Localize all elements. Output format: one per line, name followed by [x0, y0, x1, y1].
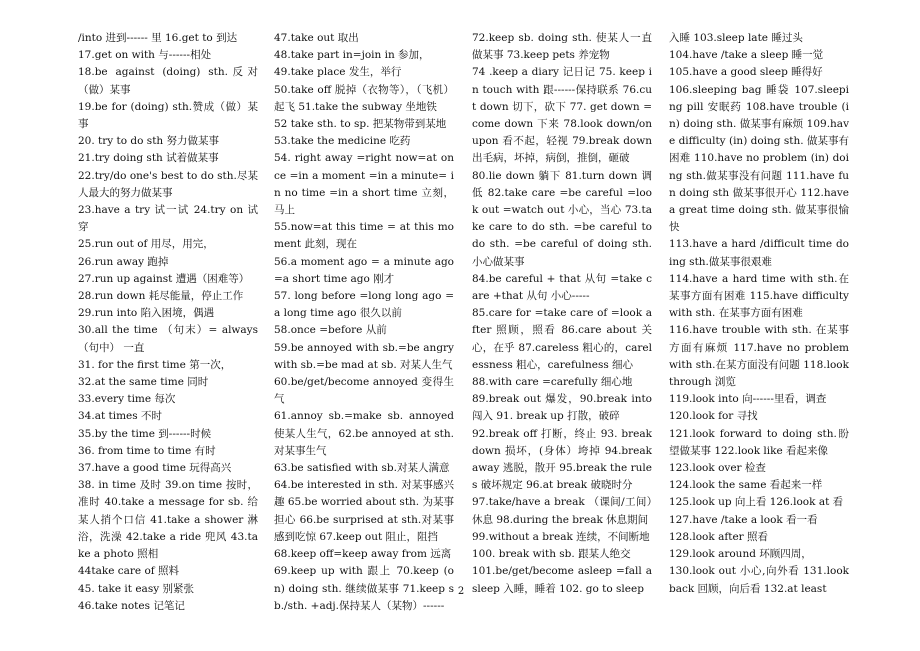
phrase-entry: 99.without a break 连续，不间断地	[472, 530, 650, 543]
phrase-entry: 35.by the time 到------时候	[78, 427, 212, 440]
phrase-entry: 100. break with sb. 跟某人绝交	[472, 548, 631, 561]
phrase-entry: 125.look up 向上看 126.look at 看	[669, 496, 844, 509]
phrase-entry: 34.at times 不时	[78, 410, 162, 423]
phrase-entry: 29.run into 陷入困境，偶遇	[78, 307, 215, 320]
phrase-entry: 48.take part in=join in 参加，	[274, 49, 430, 62]
phrase-entry: 69.keep up with 跟上 70.keep (on) doing sth. 继续做某事 71.keep sb./sth. +adj.保持某人（某物）------	[274, 565, 454, 612]
phrase-entry: 72.keep sb. doing sth. 使某人一直做某事 73.keep pets 养宠物	[472, 32, 652, 62]
phrase-entry: 101.be/get/become asleep =fall asleep 入睡，睡着 102. go to sleep	[472, 565, 652, 595]
phrase-entry: 88.with care =carefully 细心地	[472, 376, 633, 389]
phrase-entry: 54. right away =right now=at once =in a moment =in a minute= in no time =in a short time 立刻，马上	[274, 152, 454, 217]
phrase-entry: 89.break out 爆发，90.break into 闯入 91. break up 打散，破碎	[472, 393, 652, 423]
phrase-entry: 44take care of 照料	[78, 565, 180, 578]
phrase-entry: 105.have a good sleep 睡得好	[669, 66, 823, 79]
phrase-entry: 47.take out 取出	[274, 32, 359, 44]
phrase-entry: 32.at the same time 同时	[78, 376, 209, 389]
column-4	[669, 30, 849, 598]
phrase-entry: 37.have a good time 玩得高兴	[78, 462, 232, 475]
phrase-entry: 60.be/get/become annoyed 变得生气	[274, 376, 454, 406]
phrase-entry: 80.lie down 躺下 81.turn down 调低 82.take care =be careful =look out =watch out 小心，当心 73.take care to do sth. =be careful to do sth. =be careful of doing sth. 小心做某事	[472, 169, 652, 268]
phrase-entry: 97.take/have a break （课间/工间）休息 98.during the break 休息期间	[472, 496, 652, 526]
phrase-entry: 入睡 103.sleep late 睡过头	[669, 32, 803, 44]
phrase-entry: /into 进到------ 里 16.get to 到达	[78, 32, 238, 44]
phrase-entry: 68.keep off=keep away from 远离	[274, 548, 452, 561]
phrase-entry: 17.get on with 与------相处	[78, 49, 212, 62]
phrase-entry: 124.look the same 看起来一样	[669, 479, 823, 492]
phrase-entry: 57. long before =long long ago =a long time ago 很久以前	[274, 290, 454, 320]
phrase-entry: 49.take place 发生，举行	[274, 66, 402, 79]
phrase-entry: 36. from time to time 有时	[78, 444, 216, 457]
phrase-entry: 18.be against (doing) sth.反对（做）某事	[78, 66, 258, 96]
column-3	[472, 30, 652, 598]
phrase-entry: 52 take sth. to sp. 把某物带到某地	[274, 118, 447, 131]
phrase-entry: 31. for the first time 第一次，	[78, 358, 232, 371]
phrase-entry: 63.be satisfied with sb.对某人满意	[274, 462, 450, 475]
phrase-entry: 104.have /take a sleep 睡一觉	[669, 49, 824, 62]
phrase-entry: 114.have a hard time with sth.在某事方面有困难 115.have difficulty with sth. 在某事方面有困难	[669, 272, 849, 320]
column-1	[78, 30, 258, 615]
phrase-entry: 30.all the time （句末）= always（句中） 一直	[78, 324, 258, 354]
phrase-entry: 130.look out 小心,向外看 131.look back 回顾，向后看 132.at least	[669, 565, 849, 595]
phrase-entry: 116.have trouble with sth. 在某事方面有麻烦 117.have no problem with sth.在某方面没有问题 118.look through 浏览	[669, 324, 849, 389]
phrase-entry: 23.have a try 试一试 24.try on 试穿	[78, 204, 258, 234]
phrase-entry: 106.sleeping bag 睡袋 107.sleeping pill 安眠药 108.have trouble (in) doing sth. 做某事有麻烦 109.have difficulty (in) doing sth. 做某事有困难 110.have no problem (in) doing sth.做某事没有问题 111.have fun doing sth 做某事很开心 112.have a great time doing sth. 做某事很愉快	[669, 83, 849, 234]
phrase-entry: 58.once =before 从前	[274, 324, 387, 337]
phrase-entry: 123.look over 检查	[669, 462, 766, 475]
phrase-entry: 127.have /take a look 看一看	[669, 513, 818, 526]
phrase-entry: 19.be for (doing) sth.赞成（做）某事	[78, 100, 258, 131]
phrase-entry: 20. try to do sth 努力做某事	[78, 135, 220, 148]
phrase-entry: 22.try/do one's best to do sth.尽某人最大的努力做某事	[78, 169, 258, 199]
phrase-entry: 28.run down 耗尽能量，停止工作	[78, 290, 244, 303]
phrase-entry: 59.be annoyed with sb.=be angry with sb.=be mad at sb. 对某人生气	[274, 341, 454, 371]
phrase-entry: 38. in time 及时 39.on time 按时，准时 40.take a message for sb. 给某人捎个口信 41.take a shower 淋浴，洗澡 42.take a ride 兜风 43.take a photo 照相	[78, 479, 258, 561]
phrase-entry: 61.annoy sb.=make sb. annoyed 使某人生气，62.be annoyed at sth.对某事生气	[274, 410, 454, 457]
phrase-entry: 120.look for 寻找	[669, 410, 758, 423]
phrase-entry: 33.every time 每次	[78, 393, 176, 406]
phrase-entry: 129.look around 环顾四周，	[669, 548, 812, 561]
phrase-entry: 27.run up against 遭遇（困难等）	[78, 272, 250, 285]
phrase-entry: 56.a moment ago = a minute ago =a short time ago 刚才	[274, 255, 454, 285]
phrase-entry: 113.have a hard /difficult time doing sth.做某事很艰难	[669, 238, 849, 268]
phrase-entry: 21.try doing sth 试着做某事	[78, 152, 219, 165]
phrase-entry: 92.break off 打断，终止 93. break down 损坏，(身体）垮掉 94.break away 逃脱，散开 95.break the rules 破坏规定 96.at break 破晓时分	[472, 427, 652, 492]
phrase-entry: 121.look forward to doing sth.盼望做某事 122.look like 看起来像	[669, 427, 849, 457]
phrase-entry: 26.run away 跑掉	[78, 255, 169, 268]
phrase-entry: 53.take the medicine 吃药	[274, 135, 411, 148]
phrase-entry: 46.take notes 记笔记	[78, 599, 185, 612]
phrase-entry: 25.run out of 用尽，用完，	[78, 238, 214, 251]
phrase-entry: 74 .keep a diary 记日记 75. keep in touch with 跟------保持联系 76.cut down 切下，砍下 77. get down = come down 下来 78.look down/on upon 看不起，轻视 79.break down 出毛病，坏掉，病倒，推倒，砸破	[472, 66, 652, 165]
phrase-entry: 55.now=at this time = at this moment 此刻，现在	[274, 221, 454, 251]
phrase-entry: 119.look into 向------里看，调查	[669, 393, 827, 406]
column-2	[274, 30, 454, 615]
phrase-entry: 85.care for =take care of =look after 照顾，照看 86.care about 关心，在乎 87.careless 粗心的，carelessness 粗心，carefulness 细心	[472, 307, 652, 371]
phrase-entry: 64.be interested in sth. 对某事感兴趣 65.be worried about sth. 为某事担心 66.be surprised at sth.对某事感到吃惊 67.keep out 阻止，阻挡	[274, 479, 454, 543]
phrase-entry: 128.look after 照看	[669, 530, 769, 543]
page-number: 2	[457, 586, 465, 597]
phrase-entry: 84.be careful + that 从句 =take care +that 从句 小心-----	[472, 272, 652, 303]
phrase-entry: 50.take off 脱掉（衣物等），（飞机）起飞 51.take the subway 坐地铁	[274, 83, 454, 113]
phrase-entry: 45. take it easy 别紧张	[78, 582, 194, 595]
